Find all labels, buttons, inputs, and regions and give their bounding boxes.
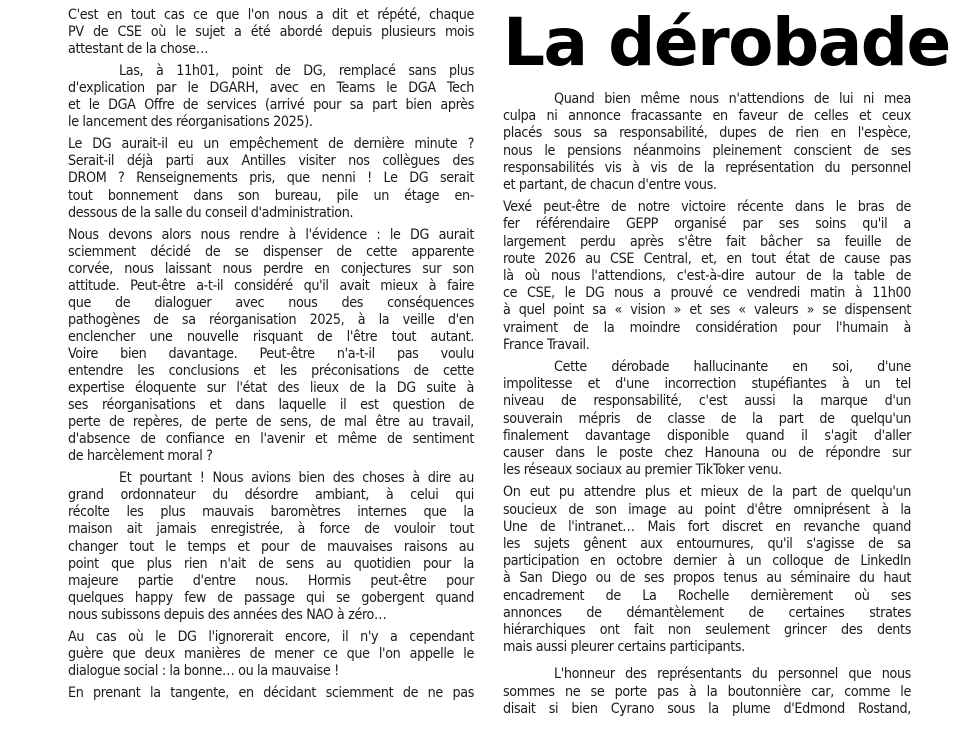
text-line: attitude. Peut-être a-t-il considéré qu'il avait mieux à faire bbox=[68, 277, 474, 294]
text-line: culpa ni annonce fracassante en faveur de celles et ceux bbox=[503, 108, 911, 125]
text-line: ce CSE, le DG nous a prouvé ce vendredi matin à 11h00 bbox=[503, 285, 911, 302]
text-line: Quand bien même nous n'attendions de lui ni mea bbox=[554, 91, 911, 107]
text-line: placés sous sa responsabilité, dupes de rien en l'espèce, bbox=[503, 125, 911, 142]
text-line: à San Diego ou de ses propos tenus au séminaire du haut bbox=[503, 570, 911, 587]
text-line: nous le pensions néanmoins pleinement conscient de ses bbox=[503, 142, 911, 159]
text-line: perte de repères, de perte de sens, de mal être au travail, bbox=[68, 414, 474, 431]
text-line: dessous de la salle du conseil d'administration. bbox=[68, 204, 354, 221]
text-line: expertise éloquente sur l'état des lieux de la DG suite à bbox=[68, 380, 474, 397]
text-line: Serait-il déjà parti aux Antilles visiter nos collègues des bbox=[68, 153, 474, 170]
text-line: Cette dérobade hallucinante en soi, d'une bbox=[554, 359, 911, 375]
text-line: de harcèlement moral ? bbox=[68, 448, 213, 465]
text-line: vraiment de la moindre considération pour l'humain à bbox=[503, 319, 911, 336]
text-line: Le DG aurait-il eu un empêchement de dernière minute ? bbox=[68, 136, 474, 153]
text-line: L'honneur des représentants du personnel que nous bbox=[554, 666, 911, 683]
text-line: ses réorganisations et dans laquelle il est question de bbox=[68, 397, 474, 414]
text-line: DROM ? Renseignements pris, que nenni ! Le DG serait bbox=[68, 170, 474, 187]
text-line: le lancement des réorganisations 2025). bbox=[68, 114, 313, 131]
text-line: fer référendaire GEPP organisé par ses soins qu'il a bbox=[503, 216, 911, 233]
text-line: Voire bien davantage. Peut-être n'a-t-il pas voulu bbox=[68, 345, 474, 362]
text-line: pathogènes de sa réorganisation 2025, à la veille d'en bbox=[68, 311, 474, 328]
text-line: guère que deux manières de mener ce que l'on appelle le bbox=[68, 645, 474, 662]
text-line: Nous devons alors nous rendre à l'évidence : le DG aurait bbox=[68, 226, 474, 243]
text-line: C'est en tout cas ce que l'on nous a dit et répété, chaque bbox=[68, 7, 474, 23]
text-line: Vexé peut-être de notre victoire récente dans le bras de bbox=[503, 199, 911, 216]
text-line: On eut pu attendre plus et mieux de la part de quelqu'un bbox=[503, 484, 911, 501]
text-line: participation en octobre dernier à un colloque de LinkedIn bbox=[503, 553, 911, 570]
text-line: hiérarchiques ont fait non seulement grincer des dents bbox=[503, 622, 911, 638]
text-line: annonces de démantèlement de certaines strates bbox=[503, 604, 911, 621]
text-line: PV de CSE où le sujet a été abordé depuis plusieurs mois bbox=[68, 24, 474, 41]
text-line: Las, à 11h01, point de DG, remplacé sans plus bbox=[119, 63, 474, 80]
text-line: encadrement de La Rochelle dernièrement où ses bbox=[503, 587, 911, 604]
text-line: niveau de responsabilité, c'est aussi la marque d'un bbox=[503, 393, 911, 410]
text-line: route 2026 au CSE Central, et, en tout état de cause pas bbox=[503, 250, 911, 267]
text-line: nous subissons depuis des années des NAO à zéro… bbox=[68, 606, 387, 623]
text-line: les sujets gênent aux entournures, qu'il s'agisse de sa bbox=[503, 536, 911, 552]
text-line: entendre les conclusions et les préconisations de cette bbox=[68, 363, 474, 379]
text-line: grand ordonnateur du désordre ambiant, à celui qui bbox=[68, 487, 474, 504]
text-line: point que plus rien n'ait de sens au quotidien pour la bbox=[68, 555, 474, 572]
text-line: sciemment décidé de se dispenser de cette apparente bbox=[68, 243, 474, 260]
text-line: En prenant la tangente, en décidant sciemment de ne pas bbox=[68, 684, 474, 701]
text-line: récolte les plus mauvais baromètres internes que la bbox=[68, 504, 474, 521]
text-line: quelques happy few de passage qui se gobergent quand bbox=[68, 589, 474, 606]
text-line: souverain mépris de classe de la part de quelqu'un bbox=[503, 410, 911, 427]
text-line: sommes ne se porte pas à la boutonnière car, comme le bbox=[503, 683, 911, 700]
text-line: et le DGA Offre de services (arrivé pour sa part bien après bbox=[68, 97, 474, 114]
text-line: et partant, de chacun d'entre vous. bbox=[503, 177, 717, 193]
text-line: responsabilités vis à vis de la représentation du personnel bbox=[503, 159, 911, 176]
text-line: finalement davantage disponible quand il s'agit d'aller bbox=[503, 427, 911, 444]
text-line: que de dialoguer avec nous des conséquences bbox=[68, 294, 474, 311]
text-line: Et pourtant ! Nous avions bien des choses à dire au bbox=[119, 470, 474, 487]
text-line: maison ait jamais enregistrée, à force de vouloir tout bbox=[68, 521, 474, 538]
text-line: les réseaux sociaux au premier TikToker venu. bbox=[503, 462, 782, 479]
text-line: soucieux de son image au point d'être omniprésent à la bbox=[503, 501, 911, 518]
article-title: La dérobade bbox=[503, 4, 950, 81]
text-line: France Travail. bbox=[503, 336, 590, 353]
text-line: d'absence de confiance en l'avenir et même de sentiment bbox=[68, 431, 474, 448]
text-line: tout bonnement dans son bureau, pile un étage en- bbox=[68, 187, 474, 204]
text-line: Une de l'intranet… Mais fort discret en revanche quand bbox=[503, 518, 911, 535]
text-line: attestant de la chose… bbox=[68, 41, 209, 58]
text-line: changer tout le temps et pour de mauvaises raisons au bbox=[68, 538, 474, 555]
text-line: majeure partie d'entre nous. Hormis peut-être pour bbox=[68, 572, 474, 589]
text-line: causer dans le poste chez Hanouna ou de répondre sur bbox=[503, 445, 911, 461]
text-line: dialogue social : la bonne… ou la mauvaise ! bbox=[68, 662, 339, 679]
text-line: d'explication par le DGARH, avec en Teams le DGA Tech bbox=[68, 80, 474, 97]
text-line: disait si bien Cyrano sous la plume d'Edmond Rostand, bbox=[503, 700, 911, 717]
text-line: Au cas où le DG l'ignorerait encore, il n'y a cependant bbox=[68, 628, 474, 645]
text-line: corvée, nous laissant nous perdre en conjectures sur son bbox=[68, 260, 474, 277]
text-line: mais aussi pleurer certains participants. bbox=[503, 639, 745, 656]
text-line: largement perdu après s'être fait bâcher sa feuille de bbox=[503, 233, 911, 250]
text-line: impolitesse et d'une incorrection stupéfiantes à un tel bbox=[503, 376, 911, 393]
text-line: enclencher une nouvelle risquant de l'être tout autant. bbox=[68, 328, 474, 345]
text-line: là où nous l'attendions, c'est-à-dire autour de la table de bbox=[503, 268, 911, 284]
text-line: à quel point sa « vision » et ses « valeurs » se dispensent bbox=[503, 302, 911, 319]
